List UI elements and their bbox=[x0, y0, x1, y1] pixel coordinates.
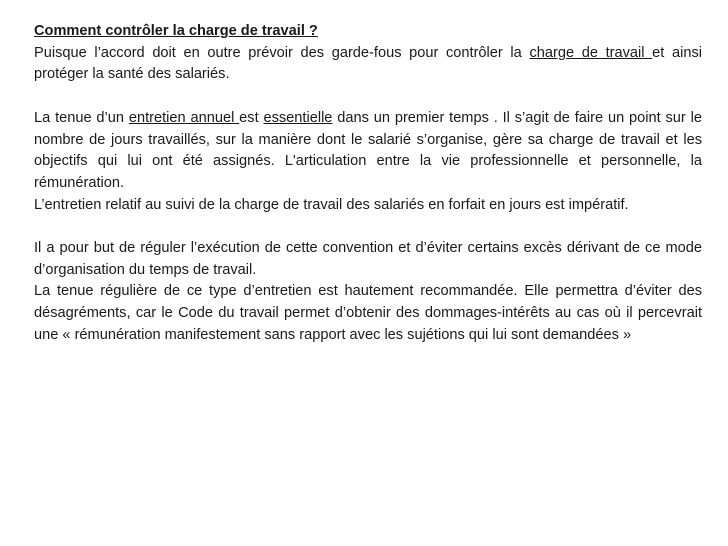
link-charge-de-travail[interactable]: charge de travail bbox=[529, 44, 653, 61]
paragraph-1-text-start: Puisque l’accord doit en outre prévoir des garde-fous pour contrôler la bbox=[34, 44, 530, 61]
paragraph-2-text-c: dans un premier temps . Il s’agit de faire un point sur le nombre de jours travaillés, sur la manière dont le salarié s’organise, gère sa charge de travail et les objectifs qui lui ont été assignés. L'articulation entre la vie professionnelle et personnelle, la rémunération. bbox=[34, 109, 702, 191]
text-body bbox=[34, 21, 702, 347]
paragraph-2-text-a: La tenue d’un bbox=[34, 109, 129, 126]
heading: Comment contrôler la charge de travail ? bbox=[34, 23, 318, 39]
paragraph-2 bbox=[34, 108, 702, 195]
link-essentielle[interactable]: essentielle bbox=[263, 109, 333, 126]
paragraph-2-text-b: est bbox=[239, 109, 264, 126]
link-entretien-annuel[interactable]: entretien annuel bbox=[128, 109, 240, 126]
paragraph-4: Il a pour but de réguler l’exécution de cette convention et d’éviter certains excès dérivant de ce mode d’organisation du temps de travail. bbox=[34, 240, 702, 278]
paragraph-3: L’entretien relatif au suivi de la charge de travail des salariés en forfait en jours est impératif. bbox=[34, 196, 629, 213]
paragraph-1 bbox=[34, 43, 702, 86]
paragraph-5: La tenue régulière de ce type d’entretien est hautement recommandée. Elle permettra d’éviter des désagréments, car le Code du travail permet d’obtenir des dommages-intérêts au cas où il percevrait une « rémunération manifestement sans rapport avec les sujétions qui lui sont demandées » bbox=[34, 283, 702, 343]
blank-line bbox=[34, 86, 702, 108]
paragraph-1-text-end: et ainsi protéger la santé des salariés. bbox=[34, 44, 703, 83]
blank-line bbox=[34, 216, 702, 238]
